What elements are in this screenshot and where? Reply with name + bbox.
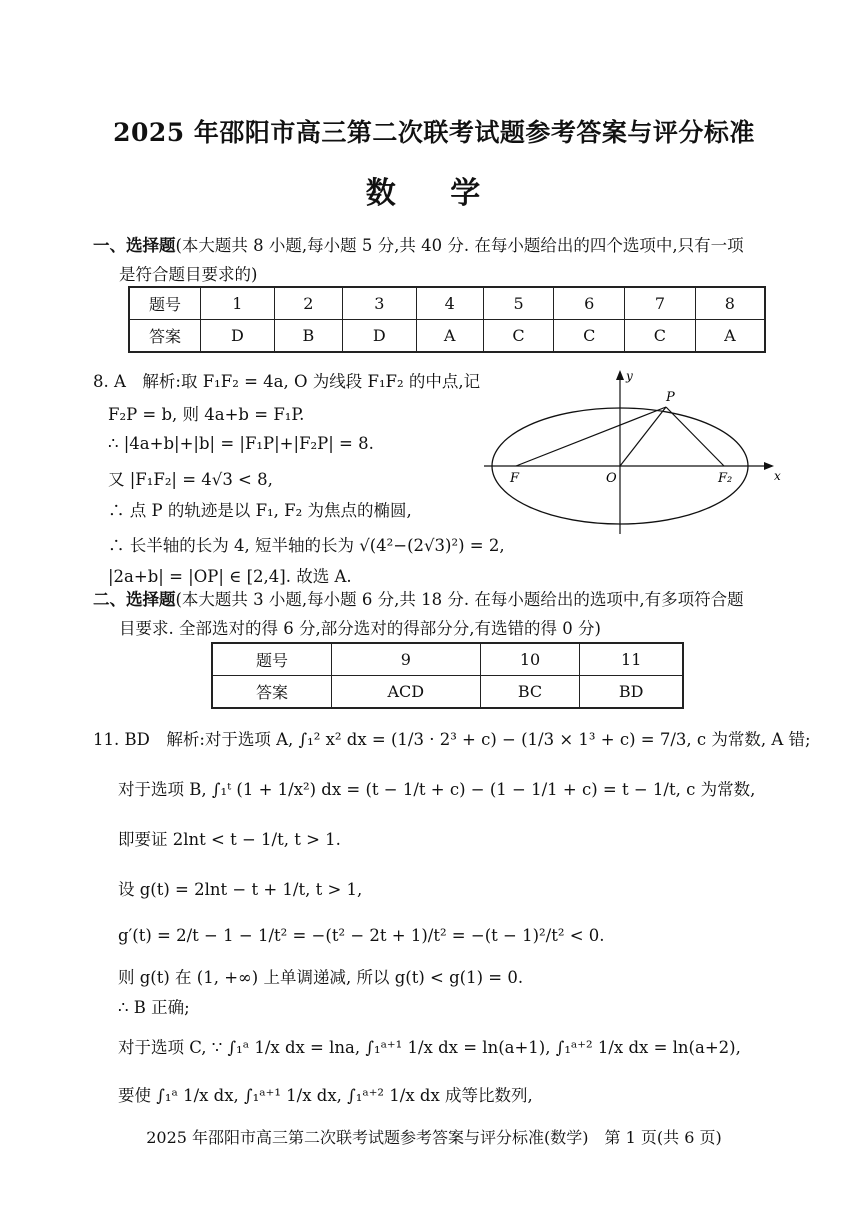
label-x: x: [774, 469, 781, 483]
answer-cell: C: [554, 320, 625, 353]
part2-answer-table: [211, 642, 684, 709]
table-row: [129, 287, 765, 320]
q11-line2: 对于选项 B, ∫₁ᵗ (1 + 1/x²) dx = (t − 1/t + c) − (1 − 1/1 + c) = t − 1/t, c 为常数,: [118, 780, 756, 799]
answer-cell: D: [201, 320, 275, 353]
question-number-cell: 3: [342, 287, 416, 320]
segment-f2p: [666, 407, 724, 466]
q8-line2: F₂P = b, 则 4a+b = F₁P.: [108, 405, 305, 424]
table-row: [212, 643, 683, 676]
q8-line6: ∴ 长半轴的长为 4, 短半轴的长为 √(4²−(2√3)²) = 2,: [108, 536, 505, 555]
y-axis-arrow: [616, 370, 624, 380]
row-label-answer: 答案: [212, 676, 332, 709]
q11-line1: 11. BD 解析:对于选项 A, ∫₁² x² dx = (1/3 · 2³ + c) − (1/3 × 1³ + c) = 7/3, c 为常数, A 错;: [93, 730, 811, 749]
page-footer: 2025 年邵阳市高三第二次联考试题参考答案与评分标准(数学) 第 1 页(共 6 页): [146, 1128, 722, 1147]
q11-line8: 对于选项 C, ∵ ∫₁ᵃ 1/x dx = lna, ∫₁ᵃ⁺¹ 1/x dx = ln(a+1), ∫₁ᵃ⁺² 1/x dx = ln(a+2),: [118, 1038, 741, 1057]
x-axis-arrow: [764, 462, 774, 470]
q8-line7: |2a+b| = |OP| ∈ [2,4]. 故选 A.: [108, 567, 352, 586]
part1-heading: 一、选择题: [93, 236, 176, 255]
answer-cell: A: [695, 320, 765, 353]
question-number-cell: 8: [695, 287, 765, 320]
question-number-cell: 5: [483, 287, 554, 320]
row-label-question: 题号: [212, 643, 332, 676]
q11-line7: ∴ B 正确;: [118, 998, 190, 1017]
question-number-cell: 2: [274, 287, 342, 320]
q11-line4: 设 g(t) = 2lnt − t + 1/t, t > 1,: [118, 880, 363, 899]
q8-line4: 又 |F₁F₂| = 4√3 < 8,: [108, 470, 273, 489]
answer-cell: BD: [580, 676, 683, 709]
answer-cell: ACD: [332, 676, 481, 709]
answer-cell: BC: [480, 676, 580, 709]
question-number-cell: 7: [625, 287, 696, 320]
question-number-cell: 1: [201, 287, 275, 320]
row-label-question: 题号: [129, 287, 201, 320]
part1-answer-table: [128, 286, 766, 353]
q11-line3: 即要证 2lnt < t − 1/t, t > 1.: [118, 830, 341, 849]
answer-cell: C: [483, 320, 554, 353]
part2-desc-line2: 目要求. 全部选对的得 6 分,部分选对的得部分分,有选错的得 0 分): [119, 619, 601, 638]
row-label-answer: 答案: [129, 320, 201, 353]
answer-cell: D: [342, 320, 416, 353]
q8-line5: ∴ 点 P 的轨迹是以 F₁, F₂ 为焦点的椭圆,: [108, 501, 412, 520]
label-y: y: [626, 369, 633, 383]
table-row: [212, 676, 683, 709]
part2-header: [93, 585, 773, 643]
label-p: P: [666, 390, 675, 405]
q11-line5: g′(t) = 2/t − 1 − 1/t² = −(t² − 2t + 1)/t² = −(t − 1)²/t² < 0.: [118, 926, 605, 945]
label-f2: F₂: [718, 471, 733, 486]
q11-line6: 则 g(t) 在 (1, +∞) 上单调递减, 所以 g(t) < g(1) = 0.: [118, 968, 524, 987]
question-number-cell: 4: [416, 287, 483, 320]
subject-title: 数 学: [365, 176, 503, 211]
label-f1: F: [510, 471, 520, 486]
q11-line9: 要使 ∫₁ᵃ 1/x dx, ∫₁ᵃ⁺¹ 1/x dx, ∫₁ᵃ⁺² 1/x dx 成等比数列,: [118, 1086, 533, 1105]
part2-heading: 二、选择题: [93, 590, 176, 609]
answer-cell: C: [625, 320, 696, 353]
part1-desc-line2: 是符合题目要求的): [119, 265, 258, 284]
part1-header: [93, 231, 773, 289]
part1-desc-line1: (本大题共 8 小题,每小题 5 分,共 40 分. 在每小题给出的四个选项中,只有一项: [175, 236, 744, 255]
q8-line3: ∴ |4a+b|+|b| = |F₁P|+|F₂P| = 8.: [108, 434, 374, 453]
page-title: 2025 年邵阳市高三第二次联考试题参考答案与评分标准: [113, 118, 755, 147]
part2-desc-line1: (本大题共 3 小题,每小题 6 分,共 18 分. 在每小题给出的选项中,有多项符合题: [175, 590, 744, 609]
question-number-cell: 6: [554, 287, 625, 320]
ellipse-figure: [482, 366, 782, 536]
question-number-cell: 11: [580, 643, 683, 676]
answer-cell: A: [416, 320, 483, 353]
question-number-cell: 9: [332, 643, 481, 676]
q8-line1: [93, 368, 480, 392]
question-number-cell: 10: [480, 643, 580, 676]
table-row: [129, 320, 765, 353]
answer-cell: B: [274, 320, 342, 353]
label-o: O: [606, 471, 617, 486]
q8-line1-text: 8. A 解析:取 F₁F₂ = 4a, O 为线段 F₁F₂ 的中点,记: [93, 372, 481, 391]
